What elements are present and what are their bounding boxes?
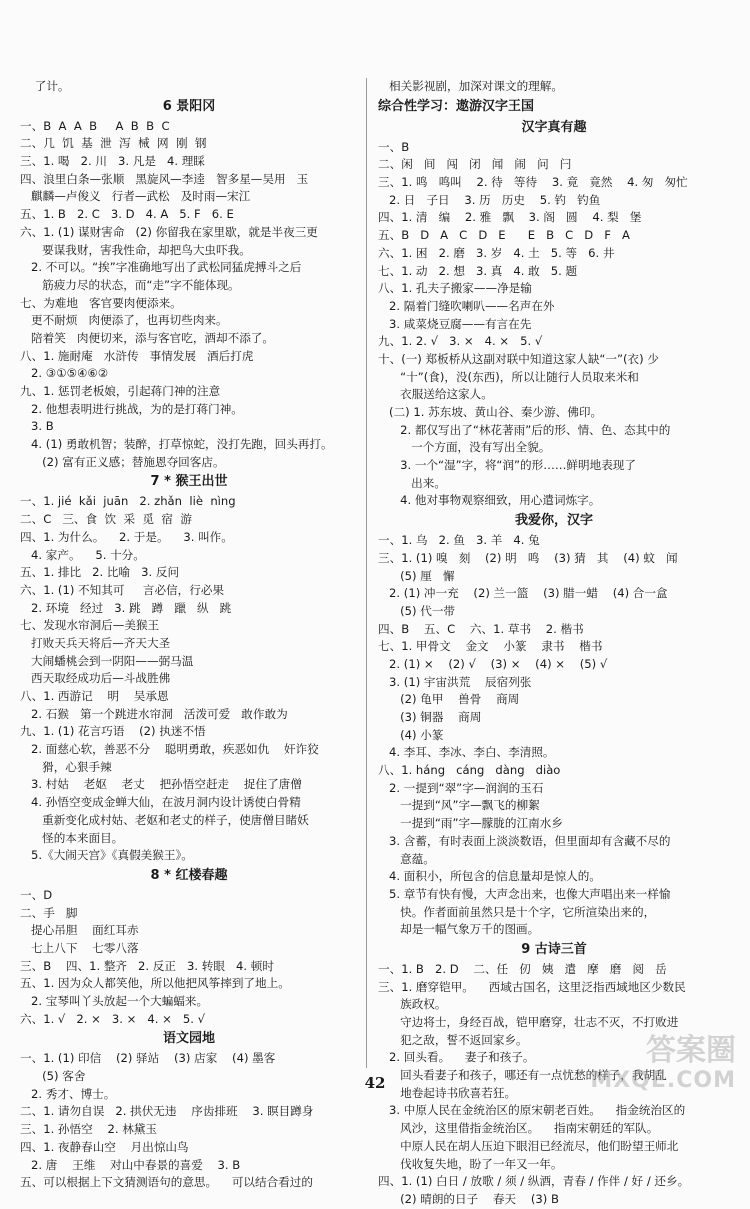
right-answer-line: 出来。 [378, 475, 446, 490]
right-section-heading: 汉字真有趣 [521, 119, 587, 135]
right-answer-line: 2. 日 子日 3. 历 历史 5. 钓 钓鱼 [378, 192, 601, 207]
right-answer-line: 三、1. 鸣 鸣叫 2. 待 等待 3. 竟 竟然 4. 匆 匆忙 [378, 175, 688, 190]
left-answer-line: 要谋我财，害我性命，却把鸟大虫吓我。 [20, 242, 251, 257]
right-answer-line: 犯之敌，誓不返回家乡。 [378, 1032, 528, 1047]
right-answer-line: 意蕴。 [378, 851, 435, 866]
left-answer-line: 2. 环境 经过 3. 跳 蹲 躐 纵 跳 [20, 600, 232, 615]
left-answer-line: 2. 面慈心软，善恶不分 聪明勇敢，疾恶如仇 奸诈狡 [20, 742, 319, 757]
left-answer-line: (2) 富有正义感；替施恩夺回客店。 [20, 454, 225, 469]
right-answer-line: 3. 一个“湿”字，将“润”的形……鲜明地表现了 [378, 458, 636, 473]
column-divider [366, 78, 367, 1068]
left-answer-line: 2. ③①⑤④⑥② [20, 366, 109, 381]
left-answer-line: 三、B 四、1. 整齐 2. 反正 3. 转眼 4. 顿时 [20, 958, 274, 973]
left-answer-line: 重新变化成村姑、老妪和老丈的样子，使唐僧目睹妖 [20, 812, 309, 827]
left-answer-line: 六、1. √ 2. × 3. × 4. × 5. √ [20, 1011, 206, 1026]
left-answer-line: 4. 家产。 5. 十分。 [20, 547, 145, 562]
right-answer-line: 一、1. B 2. D 二、任 仞 姨 遣 摩 磨 阅 岳 [378, 961, 667, 976]
left-answer-line: 八、1. 西游记 明 吴承恩 [20, 689, 169, 703]
left-answer-line: 七、发现水帘洞后—美猴王 [20, 618, 160, 633]
right-answer-line: 三、1. 磨穿铠甲。 西域古国名，这里泛指西域地区少数民 [378, 979, 686, 994]
right-answer-line: 相关影视剧，加深对课文的理解。 [378, 79, 563, 93]
right-answer-line: 3. 咸菜烧豆腐——有言在先 [378, 316, 532, 331]
left-answer-line: 麒麟—卢俊义 行者—武松 及时雨—宋江 [20, 189, 251, 204]
left-answer-line: 3. B [20, 419, 54, 434]
right-answer-line: (2) 龟甲 兽骨 商周 [378, 692, 520, 707]
left-answer-line: 五、可以根据上下文猜测语句的意思。 可以结合看过的 [20, 1175, 313, 1190]
left-answer-line: 3. 村姑 老妪 老丈 把孙悟空赶走 捉住了唐僧 [20, 777, 302, 792]
left-answer-line: 4. (1) 勇敢机智；装醉，打草惊蛇，没打先跑，回头再打。 [20, 437, 333, 452]
right-answer-line: 衣服送给这家人。 [378, 387, 493, 402]
right-answer-line: 族政权。 [378, 997, 447, 1012]
right-answer-line: 回头看妻子和孩子，哪还有一点忧愁的样子，我胡乱 [378, 1068, 667, 1083]
left-answer-line: 五、1. 排比 2. 比喻 3. 反问 [20, 565, 180, 580]
right-answer-line: 风沙，这里借指金统治区。 指南宋朝廷的军队。 [378, 1121, 659, 1136]
left-answer-line: 大闹蟠桃会到一阴阳——弼马温 [20, 653, 194, 668]
left-answer-line: 四、1. 夜静春山空 月出惊山鸟 [20, 1139, 189, 1154]
right-answer-line: 六、1. 困 2. 磨 3. 岁 4. 土 5. 等 6. 井 [378, 245, 615, 260]
right-answer-line: (2) 晴朗的日子 春天 (3) B [378, 1191, 559, 1206]
left-answer-line: 怪的本来面目。 [20, 830, 124, 845]
left-answer-line: 六、1. (1) 不知其可 言必信，行必果 [20, 582, 225, 597]
right-answer-line: (4) 小篆 [378, 727, 444, 742]
right-answer-line: 三、1. (1) 嗅 刻 (2) 明 鸣 (3) 猜 其 (4) 蚊 闻 [378, 550, 678, 565]
left-answer-line: 一、B A A B A B B C [20, 118, 170, 133]
left-answer-line: 九、1. (1) 花言巧语 (2) 执迷不悟 [20, 724, 206, 739]
left-answer-line: 二、1. 请勿自误 2. 拱伏无违 序齿排班 3. 瞑目蹲身 [20, 1104, 314, 1119]
right-answer-line: 十、(一) 郑板桥从这副对联中知道这家人缺“一”(衣) 少 [378, 351, 659, 366]
right-answer-line: 中原人民在胡人压迫下眼泪已经流尽，他们盼望王师北 [378, 1138, 679, 1153]
right-answer-line: 一提到“风”字—飘飞的柳絮 [378, 798, 540, 813]
right-answer-line: 一、1. 乌 2. 鱼 3. 羊 4. 兔 [378, 533, 540, 548]
left-answer-line: 2. 宝琴叫丫头放起一个大蝙蝠来。 [20, 994, 209, 1008]
left-answer-line: 九、1. 惩罚老板娘，引起蒋门神的注意 [20, 384, 221, 398]
right-answer-line: 二、闲 间 闯 闭 闻 闹 问 闩 [378, 157, 572, 172]
right-answer-line: 七、1. 动 2. 想 3. 真 4. 敢 5. 题 [378, 263, 578, 278]
right-answer-line: 四、1. (1) 白日 / 放歌 / 须 / 纵酒，青春 / 作伴 / 好 / 还乡。 [378, 1174, 690, 1189]
left-answer-line: 五、1. B 2. C 3. D 4. A 5. F 6. E [20, 207, 234, 222]
right-answer-line: 一、B [378, 139, 410, 154]
right-answer-line: (5) 代一带 [378, 603, 456, 618]
right-section-heading: 9 古诗三首 [521, 941, 587, 957]
left-answer-line: 2. 秀才、博士。 [20, 1086, 116, 1101]
right-answer-line: (5) 厘 懈 [378, 568, 455, 583]
left-answer-line: 一、1. jié kǎi juān 2. zhǎn liè nìng [20, 494, 236, 509]
right-answer-line: 八、1. háng cáng dàng diào [378, 763, 561, 778]
left-answer-line: 二、C 三、食 饮 采 觅 宿 游 [20, 512, 192, 527]
right-answer-line: 2. (1) × (2) √ (3) × (4) × (5) √ [378, 656, 608, 671]
watermark-url: MXQE.COM [590, 1068, 736, 1093]
right-answer-line: 2. 都仅写出了“林花著雨”后的形、情、色、态其中的 [378, 422, 671, 437]
right-answer-line: 4. 面积小，所包含的信息量却是惊人的。 [378, 869, 601, 884]
left-answer-line: 2. 他想表明进行挑战，为的是打蒋门神。 [20, 401, 243, 416]
left-answer-line: 5.《大闹天宫》《真假美猴王》。 [20, 848, 193, 863]
left-answer-line: 一、1. (1) 印信 (2) 驿站 (3) 店家 (4) 墨客 [20, 1051, 276, 1066]
right-answer-line: 一个方面，没有写出全貌。 [378, 440, 551, 455]
left-section-heading: 7 * 猴王出世 [150, 474, 228, 490]
left-answer-line: 西天取经成功后—斗战胜佛 [20, 671, 171, 686]
left-answer-line: 八、1. 施耐庵 水浒传 事情发展 酒后打虎 [20, 348, 254, 363]
left-answer-line: 三、1. 孙悟空 2. 林黛玉 [20, 1122, 157, 1137]
right-answer-line: 5. 章节有快有慢，大声念出来，也像大声唱出来一样愉 [378, 886, 671, 901]
left-answer-line: 陪着笑 肉便切来，添与客官吃，酒却不添了。 [20, 330, 274, 345]
right-answer-line: 却是一幅气象万千的图画。 [378, 922, 540, 937]
right-answer-line: 4. 他对事物观察细致，用心遣词炼字。 [378, 493, 601, 508]
right-answer-line: 2. 隔着门缝吹喇叭——名声在外 [378, 298, 555, 313]
page-number: 42 [364, 1074, 386, 1092]
left-answer-line: 一、D [20, 887, 53, 902]
left-section-heading: 8 * 红楼春趣 [150, 867, 228, 883]
left-answer-line: 提心吊胆 面红耳赤 [20, 923, 139, 938]
left-answer-line: 4. 孙悟空变成金蝉大仙，在波月洞内设计诱使白骨精 [20, 795, 301, 810]
left-answer-line: 猾，心狠手辣 [20, 759, 112, 774]
left-answer-line: 四、1. 为什么。 2. 于是。 3. 叫作。 [20, 529, 233, 544]
left-answer-line: 更不耐烦 肉便添了，也再切些肉来。 [20, 313, 228, 328]
right-answer-line: 四、B 五、C 六、1. 草书 2. 楷书 [378, 621, 584, 636]
left-answer-line: 四、浪里白条—张顺 黑旋风—李逵 智多星—吴用 玉 [20, 171, 309, 186]
right-answer-line: 守边将士，身经百战，铠甲磨穿，壮志不灭，不打败进 [378, 1015, 679, 1029]
watermark-logo [590, 1033, 736, 1096]
right-answer-line: 四、1. 清 编 2. 雅 飘 3. 阁 圆 4. 梨 堡 [378, 210, 642, 225]
watermark-text: 答案圈 [646, 1033, 736, 1068]
left-answer-line: 七上八下 七零八落 [20, 940, 139, 955]
right-answer-line: 快。作者面前虽然只是十个字，它所渲染出来的， [378, 904, 656, 919]
right-answer-line: 4. 李耳、李冰、李白、李清照。 [378, 745, 555, 760]
left-answer-line: 七、为难地 客官要肉便添来。 [20, 295, 182, 310]
left-answer-line: (5) 客舍 [20, 1069, 86, 1084]
left-answer-line: 2. 不可以。“挨”字准确地写出了武松同猛虎搏斗之后 [20, 260, 302, 275]
right-answer-line: 2. 一提到“翠”字—润润的玉石 [378, 780, 544, 795]
left-section-heading: 6 景阳冈 [162, 98, 216, 114]
right-answer-line: 3. 含蓄，有时表面上淡淡数语，但里面却有含藏不尽的 [378, 833, 671, 848]
left-column [20, 78, 358, 1192]
left-answer-line: 筋疲力尽的状态，而“走”字不能体现。 [20, 277, 240, 292]
right-answer-line: 3. (1) 宇宙洪荒 辰宿列张 [378, 674, 532, 689]
left-section-heading: 语文园地 [162, 1031, 215, 1047]
left-answer-line: 二、手 脚 [20, 905, 78, 920]
right-answer-line: 地卷起诗书欣喜若狂。 [378, 1085, 517, 1100]
right-answer-line: 伐收复失地，盼了一年又一年。 [378, 1156, 563, 1171]
right-section-heading: 我爱你，汉字 [514, 513, 593, 529]
right-answer-line: (二) 1. 苏东坡、黄山谷、秦少游、佛印。 [378, 405, 603, 419]
left-answer-line: 2. 石猴 第一个跳进水帘洞 活泼可爱 敢作敢为 [20, 706, 288, 721]
left-answer-line: 五、1. 因为众人都笑他，所以他把风筝摔到了地上。 [20, 976, 290, 991]
left-answer-line: 二、几 饥 基 泄 泻 械 网 刚 钢 [20, 136, 207, 151]
right-answer-line: 3. 中原人民在金统治区的原宋朝老百姓。 指金统治区的 [378, 1103, 686, 1118]
left-answer-line: 了计。 [20, 79, 70, 93]
right-answer-line: 九、1. 2. √ 3. × 4. × 5. √ [378, 334, 543, 349]
right-section-heading: 综合性学习：遨游汉字王国 [378, 98, 535, 114]
right-answer-line: 2. 回头看。 妻子和孩子。 [378, 1050, 535, 1065]
right-answer-line: 八、1. 孔夫子搬家——净是输 [378, 281, 532, 296]
right-answer-line: 一提到“雨”字—朦胧的江南水乡 [378, 816, 563, 831]
left-answer-line: 2. 唐 王维 对山中春景的喜爱 3. B [20, 1157, 241, 1172]
right-answer-line: 五、B D A C D E E B C D F A [378, 228, 630, 243]
left-answer-line: 三、1. 喝 2. 川 3. 凡是 4. 理睬 [20, 154, 205, 169]
right-answer-line: 2. (1) 冲一充 (2) 兰一篮 (3) 腊一蜡 (4) 合一盒 [378, 586, 668, 601]
left-answer-line: 打败天兵天将后—齐天大圣 [20, 635, 171, 650]
right-answer-line: 七、1. 甲骨文 金文 小篆 隶书 楷书 [378, 639, 603, 654]
left-answer-line: 六、1. (1) 谋财害命 (2) 你留我在家里歇，就是半夜三更 [20, 224, 318, 239]
right-answer-line: “十”(食)，没(东西)，所以让随行人员取来米和 [378, 369, 639, 384]
right-answer-line: (3) 铜器 商周 [378, 710, 482, 724]
